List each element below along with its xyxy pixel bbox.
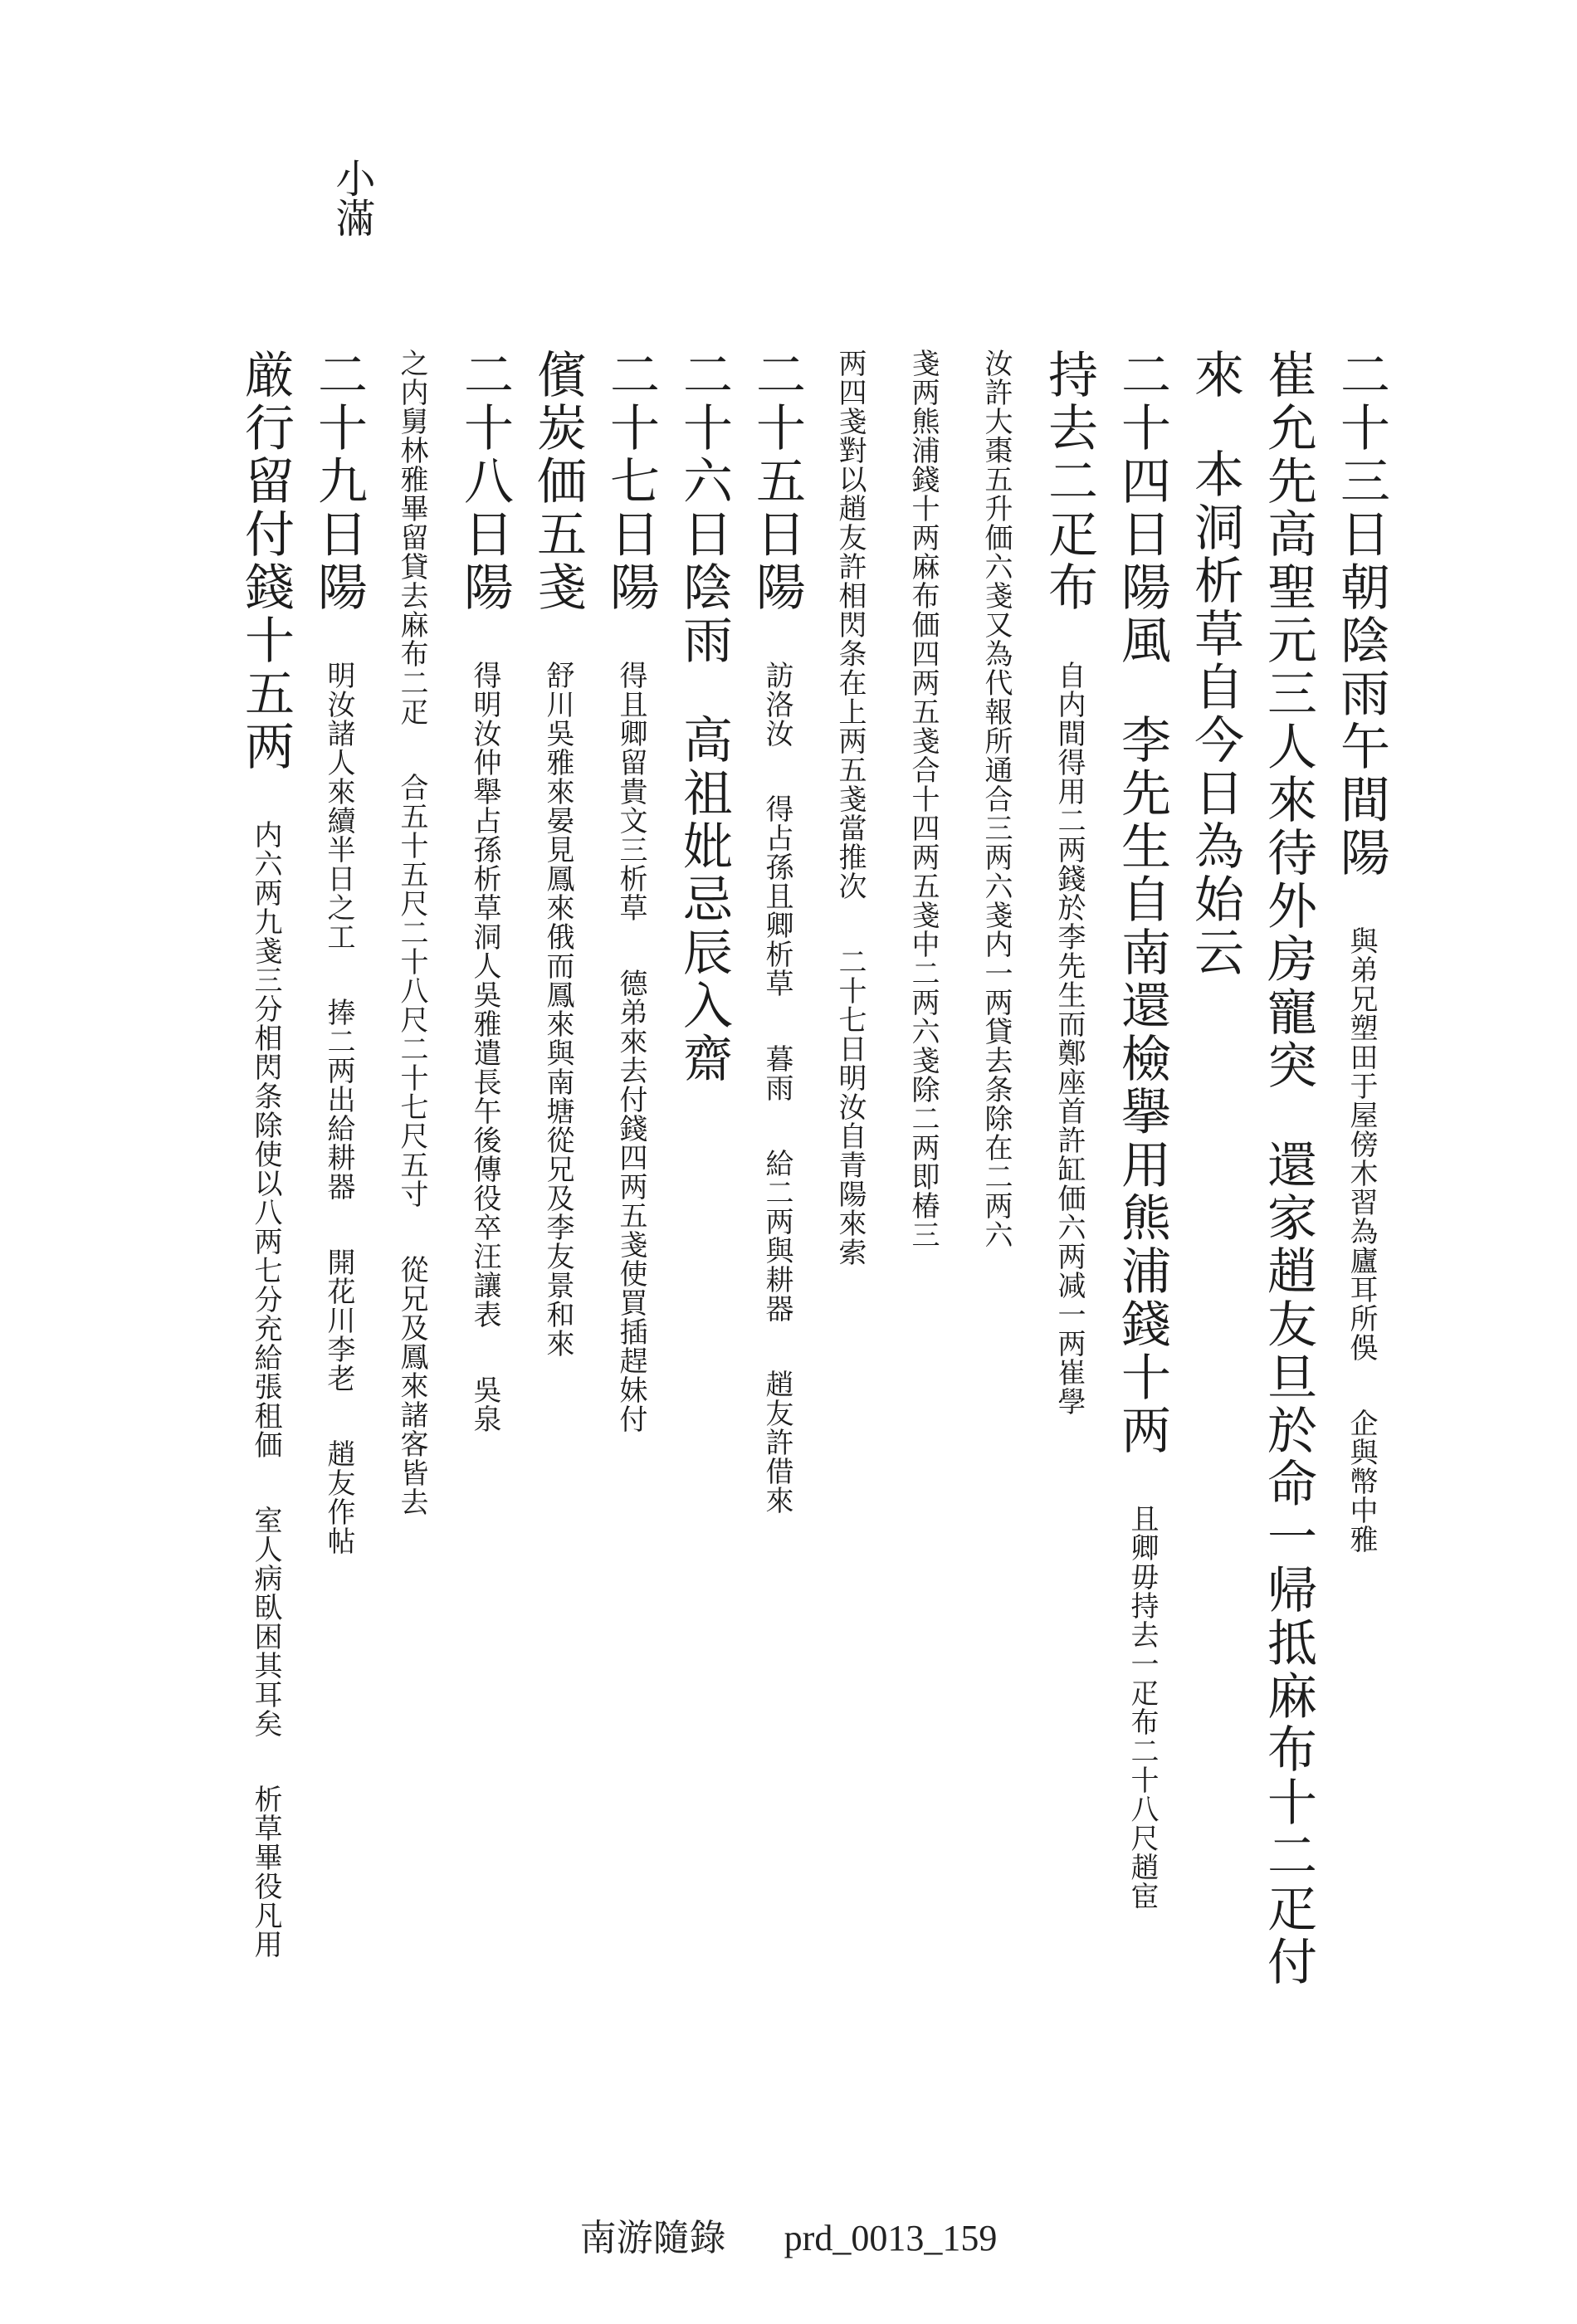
column-text: 暮雨 [760, 1044, 793, 1102]
column-text: 來 [1186, 349, 1244, 402]
column-text: 二十四日陽風 [1113, 349, 1171, 667]
column-text: 捧二两出給耕器 [322, 998, 355, 1201]
column-3 [1186, 349, 1244, 979]
column-2 [1259, 349, 1317, 1989]
column-text: 厳行留付錢十五两 [237, 349, 295, 774]
column-text: 汝許大棗五升価六戔又為代報所通合三两六戔内一两貸去条除在二两六 [979, 349, 1013, 1249]
column-text: 内六两九戔三分相閃条除使以八两七分充給張租価 [249, 820, 282, 1459]
footer-title: 南游隨錄 [579, 2218, 726, 2258]
footer-page-id: prd_0013_159 [784, 2218, 998, 2258]
column-text: 且卿毋持去一疋布二十八尺趙宦 [1125, 1504, 1159, 1911]
column-13 [456, 349, 514, 1433]
column-text: 吳泉 [468, 1375, 501, 1433]
column-text: 趙友許借來 [760, 1370, 793, 1515]
column-text: 二十七日陽 [602, 349, 660, 614]
column-text: 二十六日陰雨 [675, 349, 733, 667]
column-text: 自内間得用二两錢於李先生而鄭座首許缸価六两减一两崔學 [1052, 661, 1086, 1416]
column-text: 析草畢役凡用 [249, 1784, 282, 1959]
column-text: 趙友作帖 [322, 1439, 355, 1555]
column-text: 二十五日陽 [748, 349, 806, 614]
page-footer [0, 2208, 1577, 2261]
column-text: 得且卿留貴文三析草 [614, 661, 647, 922]
column-text: 開花川李老 [322, 1247, 355, 1393]
column-16 [237, 349, 295, 1959]
column-text: 明汝諸人來續半日之工 [322, 661, 355, 951]
column-text: 李先生自南還檢擧用熊浦錢十两 [1113, 714, 1171, 1457]
column-1 [1332, 349, 1390, 1554]
column-text: 企與幣中雅 [1345, 1409, 1378, 1554]
column-5 [1040, 349, 1098, 1416]
column-text: 本洞析草自今日為始云 [1186, 448, 1244, 979]
column-text: 與弟兄塑田于屋傍木習為廬耳所俁 [1345, 926, 1378, 1362]
column-12 [529, 349, 587, 1358]
column-6 [971, 349, 1021, 1249]
column-text: 德弟來去付錢四两五戔使買插趕妹付 [614, 969, 647, 1433]
column-text: 舒川吳雅來晏見鳳來俄而鳳來與南塘從兄及李友景和來 [541, 661, 574, 1358]
column-14 [387, 349, 437, 1516]
column-text: 得明汝仲舉占孫析草洞人吳雅遣長午後傳役卒汪讓表 [468, 661, 501, 1329]
column-text: 得占孫且卿析草 [760, 794, 793, 998]
column-text: 崔允先高聖元三人來待外房寵突 [1259, 349, 1317, 1092]
column-9 [748, 349, 806, 1515]
manuscript-body [208, 158, 1390, 2092]
column-text: 高祖妣忌辰入齋 [675, 714, 733, 1086]
column-4 [1113, 349, 1171, 1911]
column-text: 訪洛汝 [760, 661, 793, 748]
column-text: 之内舅林雅畢留貸去麻布二疋 [395, 349, 428, 726]
column-text: 給二两與耕器 [760, 1149, 793, 1323]
column-text: 二十三日朝陰雨午間陽 [1332, 349, 1390, 880]
column-10 [675, 349, 733, 1086]
column-text: 室人病臥困其耳矣 [249, 1506, 282, 1738]
column-7 [898, 349, 948, 1249]
column-11 [602, 349, 660, 1433]
column-text: 儐炭価五戔 [529, 349, 587, 614]
column-8 [825, 349, 875, 1267]
column-text: 二十八日陽 [456, 349, 514, 614]
column-text: 戔两熊浦錢十两麻布価四两五戔合十四两五戔中二两六戔除二两即椿三 [906, 349, 940, 1249]
column-15 [310, 349, 368, 1555]
column-text: 二十七日明汝自青陽來索 [833, 947, 867, 1267]
column-text: 合五十五尺二十八尺二十七尺五寸 [395, 773, 428, 1208]
column-text: 两四戔對以趙友許相閃条在上两五戔當推次 [833, 349, 867, 901]
column-text: 還家趙友旦於命一帰抵麻布十二疋付 [1259, 1139, 1317, 1989]
column-text: 持去二疋布 [1040, 349, 1098, 614]
margin-note: 小滿 [329, 158, 375, 237]
column-text: 二十九日陽 [310, 349, 368, 614]
column-text: 從兄及鳳來諸客皆去 [395, 1255, 428, 1516]
